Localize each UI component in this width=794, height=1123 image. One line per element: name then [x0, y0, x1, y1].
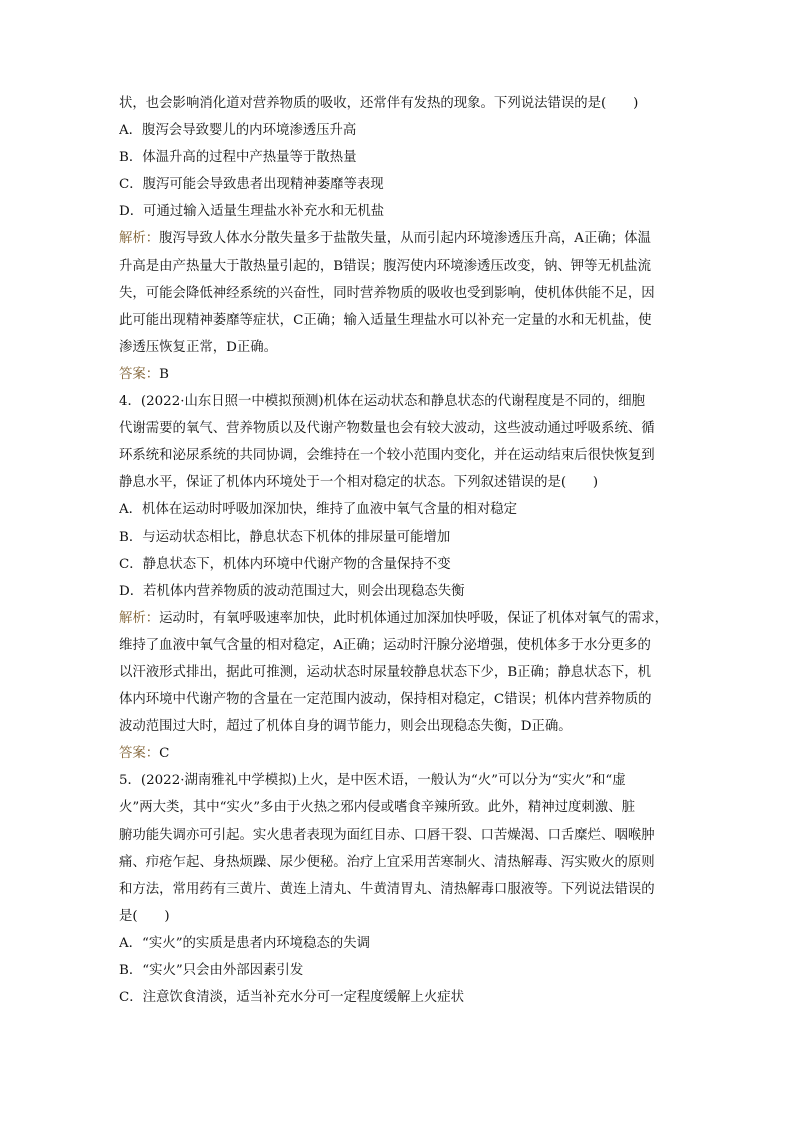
q3-analysis-line: 失，可能会降低神经系统的兴奋性，同时营养物质的吸收也受到影响，使机体供能不足，因 [119, 285, 655, 301]
q3-analysis-line: 此可能出现精神萎靡等症状，C正确；输入适量生理盐水可以补充一定量的水和无机盐，使 [119, 312, 652, 328]
q4-stem-line: 静息水平，保证了机体内环境处于一个相对稳定的状态。下列叙述错误的是( ) [119, 475, 599, 491]
q4-analysis-line: 以汗液形式排出，据此可推测，运动状态时尿量较静息状态下少，B正确；静息状态下，机 [119, 664, 652, 680]
q3-analysis-line: 渗透压恢复正常，D正确。 [119, 339, 278, 355]
q3-analysis-label: 解析： [119, 231, 160, 247]
q4-option-d: D．若机体内营养物质的波动范围过大，则会出现稳态失衡 [119, 583, 465, 599]
q4-stem-line: 4．(2022·山东日照一中模拟预测)机体在运动状态和静息状态的代谢程度是不同的，细胞 [119, 394, 645, 410]
q4-analysis-line [119, 605, 689, 632]
q5-stem-line: 和方法，常用药有三黄片、黄连上清丸、牛黄清胃丸、清热解毒口服液等。下列说法错误的 [119, 881, 655, 897]
q3-analysis-line [119, 225, 689, 252]
q3-analysis-text: 腹泻导致人体水分散失量多于盐散失量，从而引起内环境渗透压升高，A正确；体温 [159, 231, 651, 247]
q4-option-b: B．与运动状态相比，静息状态下机体的排尿量可能增加 [119, 529, 451, 545]
q4-analysis-line: 维持了血液中氧气含量的相对稳定，A正确；运动时汗腺分泌增强，使机体多于水分更多的 [119, 637, 651, 653]
q4-option-c: C．静息状态下，机体内环境中代谢产物的含量保持不变 [119, 556, 451, 572]
q4-answer-label: 答案： [119, 746, 160, 762]
q3-answer-label: 答案： [119, 366, 160, 382]
q3-option-a: A．腹泻会导致婴儿的内环境渗透压升高 [119, 123, 357, 139]
q4-stem-line: 代谢需要的氧气、营养物质以及代谢产物数量也会有较大波动，这些波动通过呼吸系统、循 [119, 421, 655, 437]
q5-stem-line: 是( ) [119, 908, 170, 924]
q3-answer: B [159, 366, 170, 382]
q3-option-b: B．体温升高的过程中产热量等于散热量 [119, 150, 357, 166]
q4-analysis-line: 波动范围过大时，超过了机体自身的调节能力，则会出现稳态失衡，D正确。 [119, 719, 572, 735]
q4-option-a: A．机体在运动时呼吸加深加快，维持了血液中氧气含量的相对稳定 [119, 502, 517, 518]
q5-option-b: B．“实火”只会由外部因素引发 [119, 963, 304, 978]
q4-stem-line: 环系统和泌尿系统的共同协调，会维持在一个较小范围内变化，并在运动结束后很快恢复到 [119, 448, 655, 464]
q5-stem-line: 腑功能失调亦可引起。实火患者表现为面红目赤、口唇干裂、口苦燥渴、口舌糜烂、咽喉肿 [119, 827, 655, 843]
q5-option-a: A．“实火”的实质是患者内环境稳态的失调 [119, 935, 371, 951]
q5-stem-line: 5．(2022·湖南雅礼中学模拟)上火，是中医术语，一般认为“火”可以分为“实火”和“虚 [119, 773, 626, 789]
q3-option-c: C．腹泻可能会导致患者出现精神萎靡等表现 [119, 177, 384, 193]
q3-answer-line [119, 361, 689, 388]
q3-option-d: D．可通过输入适量生理盐水补充水和无机盐 [119, 204, 385, 220]
q5-option-c: C．注意饮食清淡，适当补充水分可一定程度缓解上火症状 [119, 990, 465, 1006]
q5-stem-line: 火”两大类，其中“实火”多由于火热之邪内侵或嗜食辛辣所致。此外，精神过度刺激、脏 [119, 800, 635, 816]
q5-stem-line: 痛、疖疮乍起、身热烦躁、尿少便秘。治疗上宜采用苦寒制火、清热解毒、泻实败火的原则 [119, 854, 655, 870]
q4-answer-line [119, 740, 689, 767]
q4-answer: C [159, 746, 170, 762]
q4-analysis-text: 运动时，有氧呼吸速率加快，此时机体通过加深加快呼吸，保证了机体对氧气的需求， [159, 610, 669, 626]
document-page [119, 90, 689, 1011]
q3-analysis-line: 升高是由产热量大于散热量引起的，B错误；腹泻使内环境渗透压改变，钠、钾等无机盐流 [119, 258, 652, 274]
q3-stem-tail: 状，也会影响消化道对营养物质的吸收，还常伴有发热的现象。下列说法错误的是( ) [119, 96, 639, 111]
q4-analysis-label: 解析： [119, 610, 160, 626]
q4-analysis-line: 体内环境中代谢产物的含量在一定范围内波动，保持相对稳定，C错误；机体内营养物质的 [119, 692, 652, 708]
